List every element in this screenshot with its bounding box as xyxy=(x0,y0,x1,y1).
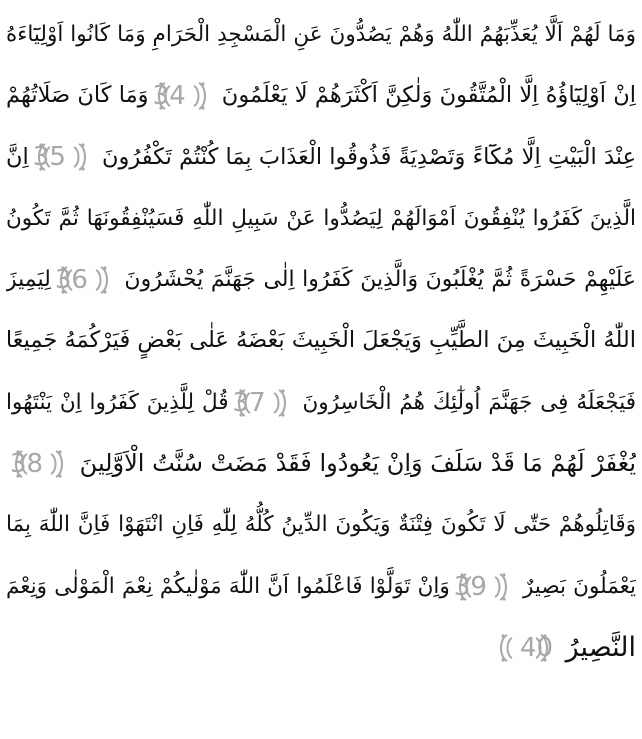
text-line xyxy=(6,433,636,494)
verse-number: 40 xyxy=(519,633,554,664)
verse-end-marker xyxy=(454,570,512,604)
verse-number: 39 xyxy=(453,571,487,602)
text-line xyxy=(6,127,636,188)
verse-text: عِنْدَ الْبَيْتِ اِلَّا مُكَٓاءً وَتَصْدِيَةً فَذُوقُوا الْعَذَابَ بِمَا كُنْتُمْ تَكْفُرُونَ xyxy=(102,143,636,170)
verse-text: فَيَجْعَلَهُ فِى جَهَنَّمَ اُولٰٓئِكَ هُمُ الْخَاسِرُونَ xyxy=(302,389,636,415)
text-line xyxy=(6,556,636,617)
verse-text: وَقَاتِلُوهُمْ حَتّٰى لَا تَكُونَ فِتْنَةٌ وَيَكُونَ الدِّينُ كُلُّهُ لِلّٰهِ فَاِنِ انْتَهَوْا فَاِنَّ اللّٰهَ بِمَا xyxy=(6,512,636,538)
verse-number: 36 xyxy=(54,265,88,296)
verse-text: يُغْفَرْ لَهُمْ مَا قَدْ سَلَفَ وَاِنْ يَعُودُوا فَقَدْ مَضَتْ سُنَّتُ الْاَوَّلِينَ xyxy=(79,449,636,478)
text-line xyxy=(6,188,636,249)
text-line xyxy=(6,4,636,65)
verse-number: 35 xyxy=(32,142,66,173)
verse-end-marker xyxy=(495,631,553,665)
verse-text: وَمَا كَانَ صَلَاتُهُمْ xyxy=(6,82,149,109)
text-line xyxy=(6,65,636,126)
verse-number: 34 xyxy=(152,80,186,111)
verse-text: يَعْمَلُونَ بَصِيرٌ xyxy=(523,573,636,599)
text-line xyxy=(6,617,636,678)
verse-text: اِنْ اَوْلِيَٓاؤُهُ اِلَّا الْمُتَّقُونَ وَلٰكِنَّ اَكْثَرَهُمْ لَا يَعْلَمُونَ xyxy=(221,82,636,109)
verse-text: وَمَا لَهُمْ اَلَّا يُعَذِّبَهُمُ اللّٰهُ وَهُمْ يَصُدُّونَ عَنِ الْمَسْجِدِ الْحَرَامِ وَمَا كَانُوا اَوْلِيَٓاءَهُ xyxy=(6,22,636,47)
verse-text: عَلَيْهِمْ حَسْرَةً ثُمَّ يُغْلَبُونَ وَالَّذِينَ كَفَرُوا اِلٰى جَهَنَّمَ يُحْشَرُونَ xyxy=(124,267,636,293)
verse-lines xyxy=(6,4,636,678)
verse-number: 37 xyxy=(232,387,266,418)
verse-end-marker xyxy=(233,386,291,420)
text-line xyxy=(6,249,636,310)
verse-text: النَّصِيرُ xyxy=(565,631,636,663)
text-line xyxy=(6,494,636,555)
verse-text: لِيَمِيزَ xyxy=(6,267,51,293)
verse-text: اِنَّ xyxy=(6,143,29,170)
verse-text: الَّذِينَ كَفَرُوا يُنْفِقُونَ اَمْوَالَهُمْ لِيَصُدُّوا عَنْ سَبِيلِ اللّٰهِ فَسَيُنْفِقُونَهَا ثُمَّ تَكُونُ xyxy=(6,205,636,231)
verse-text: وَاِنْ تَوَلَّوْا فَاعْلَمُوا اَنَّ اللّٰهَ مَوْلٰيكُمْ نِعْمَ الْمَوْلٰى وَنِعْمَ xyxy=(6,573,450,599)
verse-number: 38 xyxy=(10,449,44,480)
verse-end-marker xyxy=(33,140,91,174)
verse-end-marker xyxy=(10,447,68,481)
text-line xyxy=(6,310,636,371)
text-line xyxy=(6,372,636,433)
verse-text: اللّٰهُ الْخَبِيثَ مِنَ الطَّيِّبِ وَيَجْعَلَ الْخَبِيثَ بَعْضَهُ عَلٰى بَعْضٍ فَيَرْكُمَهُ جَمِيعًا xyxy=(6,327,636,354)
verse-end-marker xyxy=(55,263,113,297)
verse-text: قُلْ لِلَّذِينَ كَفَرُوا اِنْ يَنْتَهُوا xyxy=(6,389,229,415)
verse-end-marker xyxy=(153,79,211,113)
